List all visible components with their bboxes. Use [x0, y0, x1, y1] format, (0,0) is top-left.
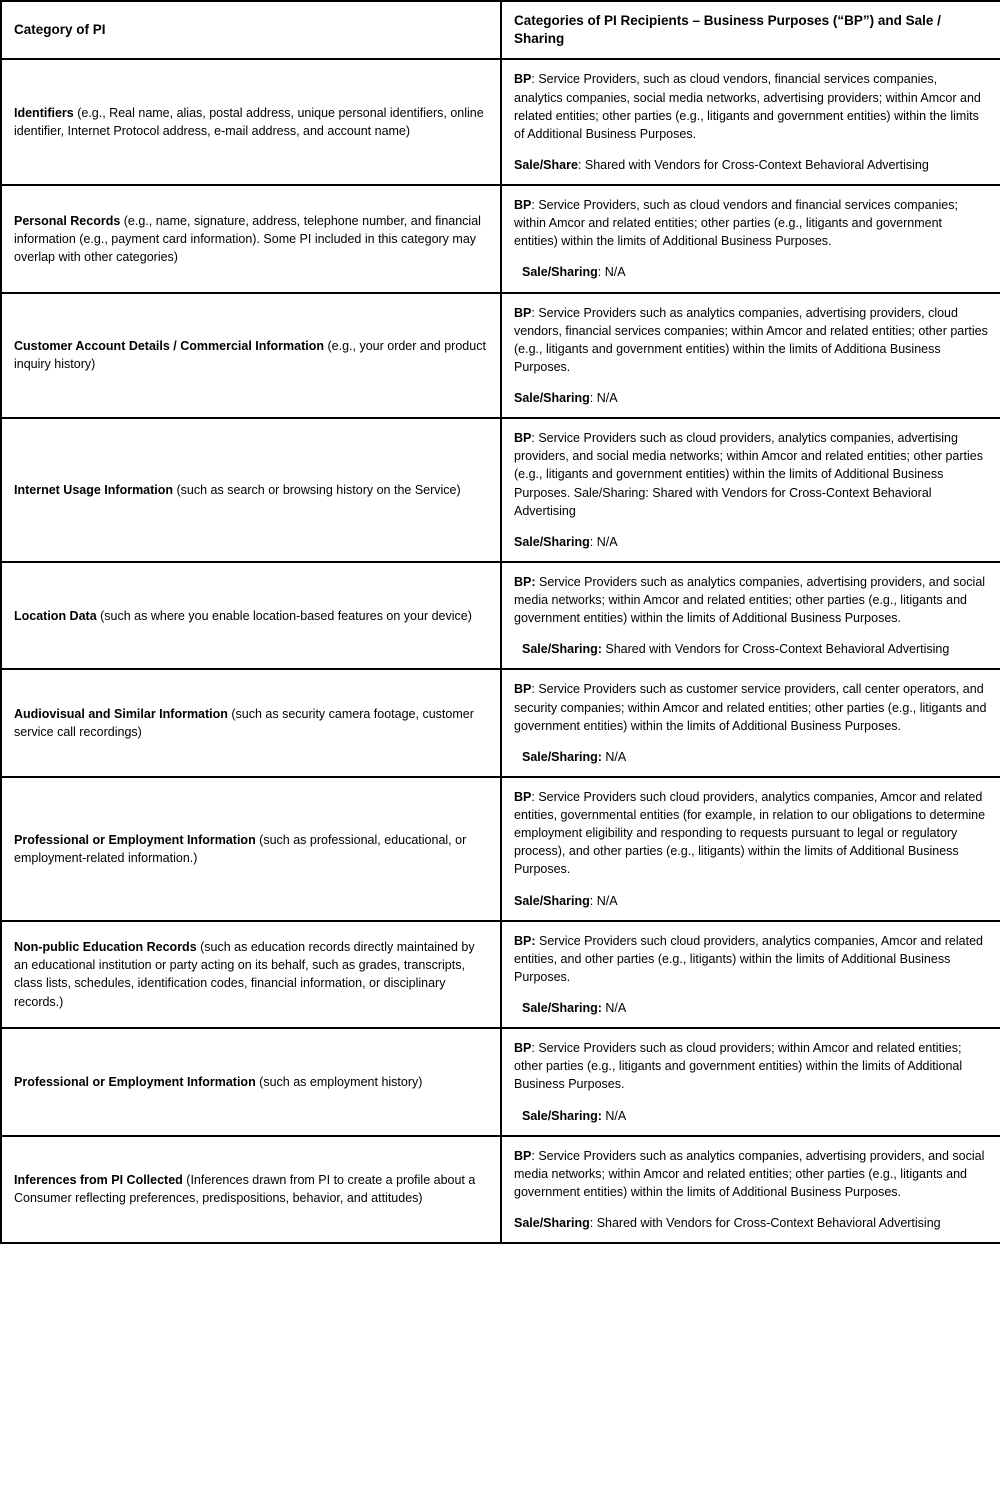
- business-purposes-paragraph: [514, 70, 988, 143]
- pi-category-cell: [1, 921, 501, 1029]
- sale-sharing-paragraph: [514, 1214, 988, 1232]
- pi-recipients-cell: [501, 1136, 1000, 1244]
- sale-sharing-paragraph: [514, 748, 988, 766]
- bp-text: Service Providers such cloud providers, analytics companies, Amcor and related entities, and other parties (e.g., litigants) within the limits of Additional Business Purposes.: [514, 933, 983, 984]
- pi-category-description: (such as professional, educational, or employment-related information.): [14, 832, 467, 865]
- bp-text: Service Providers such cloud providers, analytics companies, Amcor and related entities, governmental entities (for example, in relation to our obligations to determine employment eligibility and responding to requests pursuant to legal or regulatory process), and other parties (e.g., litigants) within the limits of Additional Business Purposes.: [514, 789, 986, 877]
- bp-separator: :: [531, 789, 539, 804]
- pi-category-text: [14, 1073, 488, 1091]
- business-purposes-paragraph: [514, 196, 988, 250]
- bp-text: Service Providers such as analytics companies, advertising providers, and social media networks; within Amcor and related entities; other parties (e.g., litigants and government entities) within the limits of Additional Business Purposes.: [514, 1148, 985, 1199]
- business-purposes-paragraph: [514, 1147, 988, 1201]
- pi-category-title: Audiovisual and Similar Information: [14, 707, 228, 722]
- pi-category-cell: [1, 1136, 501, 1244]
- bp-separator: :: [531, 682, 539, 697]
- sale-sharing-label: Sale/Sharing:: [522, 1001, 602, 1016]
- table-row: [1, 669, 1000, 777]
- pi-category-title: Professional or Employment Information: [14, 1074, 256, 1089]
- sale-sharing-paragraph: [514, 640, 988, 658]
- bp-separator: :: [531, 431, 539, 446]
- pi-category-description: (such as where you enable location-based features on your device): [96, 608, 472, 623]
- bp-separator: :: [531, 305, 539, 320]
- business-purposes-paragraph: [514, 429, 988, 520]
- column-header-category-of-pi: Category of PI: [1, 1, 501, 59]
- table-row: [1, 562, 1000, 670]
- pi-category-text: [14, 1171, 488, 1207]
- pi-recipients-cell: [501, 1028, 1000, 1136]
- pi-category-text: [14, 831, 488, 867]
- business-purposes-paragraph: [514, 1039, 988, 1093]
- table-header-row: [1, 1, 1000, 59]
- bp-label: BP: [514, 789, 532, 804]
- sale-sharing-separator: :: [589, 534, 597, 549]
- pi-recipients-cell: [501, 921, 1000, 1029]
- sale-sharing-paragraph: [514, 892, 988, 910]
- bp-label: BP: [514, 198, 532, 213]
- sale-sharing-label: Sale/Sharing: [514, 534, 590, 549]
- bp-label: BP: [514, 682, 532, 697]
- pi-category-title: Personal Records: [14, 213, 121, 228]
- pi-category-cell: [1, 418, 501, 562]
- bp-separator: :: [531, 1041, 539, 1056]
- sale-sharing-text: N/A: [596, 391, 618, 406]
- sale-sharing-label: Sale/Sharing: [514, 391, 590, 406]
- sale-sharing-label: Sale/Sharing:: [522, 1108, 602, 1123]
- pi-category-text: [14, 212, 488, 266]
- bp-separator: :: [531, 72, 539, 87]
- pi-category-title: Location Data: [14, 608, 97, 623]
- bp-text: Service Providers such as cloud providers, analytics companies, advertising providers, and social media networks; within Amcor and related entities; other parties (e.g., litigants and government entities) within the limits of Additional Business Purposes. Sale/Sharing: Shared with Vendors for Cross-Context Behavioral Advertising: [514, 431, 983, 518]
- column-header-pi-recipients: Categories of PI Recipients – Business Purposes (“BP”) and Sale / Sharing: [501, 1, 1000, 59]
- sale-sharing-separator: :: [577, 157, 585, 172]
- pi-category-cell: [1, 59, 501, 185]
- sale-sharing-text: N/A: [605, 749, 627, 764]
- table-row: [1, 185, 1000, 293]
- table-row: [1, 293, 1000, 419]
- bp-label: BP:: [514, 574, 536, 589]
- pi-recipients-cell: [501, 418, 1000, 562]
- bp-label: BP: [514, 431, 532, 446]
- sale-sharing-paragraph: [514, 156, 988, 174]
- pi-category-text: [14, 337, 488, 373]
- bp-text: Service Providers such as customer service providers, call center operators, and security companies; within Amcor and related entities; other parties (e.g., litigants and government entities) within the limits of Additional Business Purposes.: [514, 682, 987, 733]
- pi-category-title: Customer Account Details / Commercial Information: [14, 339, 325, 354]
- pi-category-title: Non-public Education Records: [14, 940, 197, 955]
- sale-sharing-label: Sale/Sharing: [522, 265, 598, 280]
- sale-sharing-label: Sale/Share: [514, 157, 578, 172]
- pi-category-description: (such as employment history): [255, 1074, 423, 1089]
- pi-category-description: (such as search or browsing history on the Service): [173, 483, 461, 497]
- pi-recipients-cell: [501, 777, 1000, 921]
- business-purposes-paragraph: [514, 680, 988, 734]
- table-row: [1, 777, 1000, 921]
- pi-category-cell: [1, 1028, 501, 1136]
- pi-category-description: (such as security camera footage, customer service call recordings): [14, 707, 474, 740]
- business-purposes-paragraph: [514, 788, 988, 879]
- pi-category-text: [14, 938, 488, 1011]
- pi-category-text: [14, 481, 488, 499]
- sale-sharing-text: N/A: [604, 265, 626, 280]
- sale-sharing-text: N/A: [596, 893, 618, 908]
- pi-category-text: [14, 104, 488, 140]
- table-row: [1, 1028, 1000, 1136]
- business-purposes-paragraph: [514, 304, 988, 377]
- business-purposes-paragraph: [514, 573, 988, 627]
- sale-sharing-paragraph: [514, 999, 988, 1017]
- sale-sharing-separator: :: [589, 893, 597, 908]
- bp-separator: :: [531, 198, 539, 213]
- pi-recipients-cell: [501, 59, 1000, 185]
- bp-text: Service Providers, such as cloud vendors and financial services companies; within Amcor and related entities; other parties (e.g., litigants and government entities) within the limits of Additional Business Purposes.: [514, 198, 958, 249]
- bp-label: BP: [514, 1041, 532, 1056]
- pi-category-text: [14, 705, 488, 741]
- pi-recipients-cell: [501, 293, 1000, 419]
- bp-separator: :: [531, 1148, 539, 1163]
- sale-sharing-paragraph: [514, 263, 988, 281]
- sale-sharing-text: Shared with Vendors for Cross-Context Behavioral Advertising: [584, 157, 929, 172]
- pi-category-cell: [1, 562, 501, 670]
- table-body: [1, 59, 1000, 1243]
- pi-category-description: (e.g., name, signature, address, telephone number, and financial information (e.g., payment card information). Some PI included in this category may overlap with other categories): [14, 213, 481, 264]
- pi-category-title: Internet Usage Information: [14, 483, 174, 497]
- sale-sharing-text: N/A: [605, 1001, 627, 1016]
- bp-label: BP: [514, 1148, 532, 1163]
- pi-category-cell: [1, 185, 501, 293]
- table-row: [1, 418, 1000, 562]
- sale-sharing-separator: :: [597, 265, 605, 280]
- pi-recipients-cell: [501, 185, 1000, 293]
- table-row: [1, 1136, 1000, 1244]
- bp-label: BP: [514, 72, 532, 87]
- pi-category-description: (e.g., Real name, alias, postal address, unique personal identifiers, online identifier, Internet Protocol address, e-mail address, and account name): [14, 106, 484, 139]
- bp-label: BP: [514, 305, 532, 320]
- bp-text: Service Providers such as analytics companies, advertising providers, cloud vendors, financial services companies; within Amcor and related entities; other parties (e.g., litigants and government entities) within the limits of Additiona Business Purposes.: [514, 305, 988, 374]
- sale-sharing-label: Sale/Sharing: [514, 1216, 590, 1231]
- sale-sharing-text: Shared with Vendors for Cross-Context Behavioral Advertising: [596, 1216, 941, 1231]
- sale-sharing-label: Sale/Sharing:: [522, 749, 602, 764]
- table-row: [1, 59, 1000, 185]
- bp-text: Service Providers such as analytics companies, advertising providers, and social media networks; within Amcor and related entities; other parties (e.g., litigants and government entities) within the limits of Additional Business Purposes.: [514, 574, 986, 626]
- table-header: [1, 1, 1000, 59]
- pi-category-description: (e.g., your order and product inquiry history): [14, 339, 486, 372]
- sale-sharing-paragraph: [514, 1107, 988, 1125]
- pi-category-description: (Inferences drawn from PI to create a profile about a Consumer reflecting preferences, predispositions, behavior, and attitudes): [14, 1173, 476, 1206]
- sale-sharing-paragraph: [514, 533, 988, 551]
- sale-sharing-label: Sale/Sharing: [514, 893, 590, 908]
- pi-category-cell: [1, 777, 501, 921]
- bp-text: Service Providers, such as cloud vendors, financial services companies, analytics companies, social media networks, advertising providers; within Amcor and related entities; other parties (e.g., litigants and government entities) within the limits of Additional Business Purposes.: [514, 72, 981, 141]
- pi-category-cell: [1, 293, 501, 419]
- pi-category-cell: [1, 669, 501, 777]
- pi-category-title: Professional or Employment Information: [14, 832, 256, 847]
- sale-sharing-label: Sale/Sharing:: [522, 642, 602, 657]
- sale-sharing-text: N/A: [596, 534, 618, 549]
- bp-text: Service Providers such as cloud providers; within Amcor and related entities; other parties (e.g., litigants and government entities) within the limits of Additional Business Purposes.: [514, 1041, 963, 1092]
- table-row: [1, 921, 1000, 1029]
- pi-category-title: Identifiers: [14, 106, 74, 121]
- sale-sharing-paragraph: [514, 389, 988, 407]
- sale-sharing-separator: :: [589, 391, 597, 406]
- sale-sharing-text: Shared with Vendors for Cross-Context Behavioral Advertising: [605, 642, 950, 657]
- pi-category-title: Inferences from PI Collected: [14, 1173, 183, 1188]
- pi-category-description: (such as education records directly maintained by an educational institution or party acting on its behalf, such as grades, transcripts, class lists, schedules, identification codes, financial information, or disciplinary records.): [14, 940, 475, 1009]
- bp-label: BP:: [514, 933, 536, 948]
- business-purposes-paragraph: [514, 932, 988, 986]
- pi-recipients-cell: [501, 562, 1000, 670]
- pi-recipients-cell: [501, 669, 1000, 777]
- sale-sharing-separator: :: [589, 1216, 597, 1231]
- sale-sharing-text: N/A: [605, 1108, 627, 1123]
- pi-category-text: [14, 607, 488, 625]
